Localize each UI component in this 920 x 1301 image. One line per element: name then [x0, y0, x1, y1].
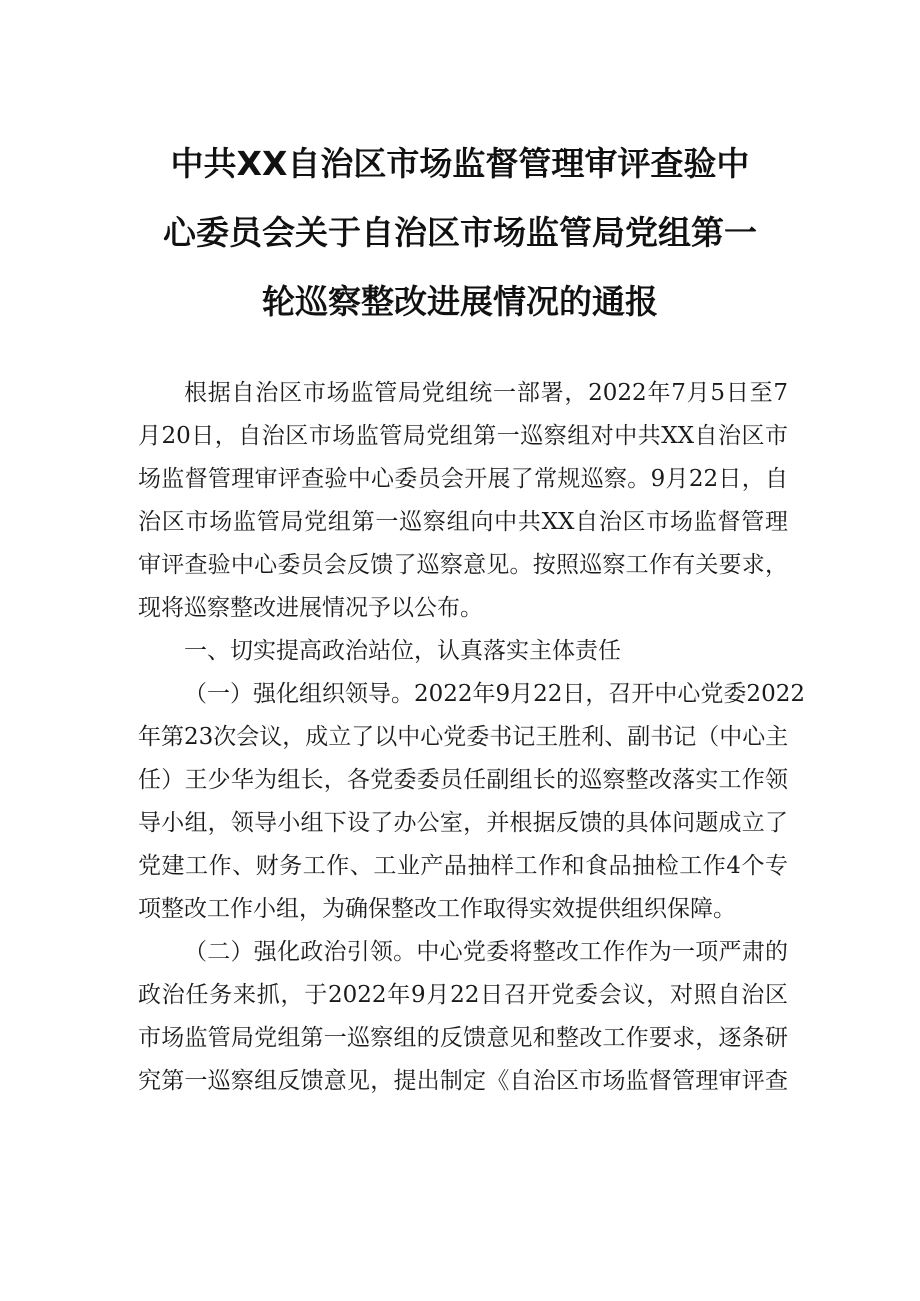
- para-one-line-1: （一）强化组织领导。2022年9月22日，召开中心党委2022: [184, 681, 805, 707]
- document-title-line-1: 中共XX自治区市场监督管理审评查验中: [170, 144, 750, 183]
- intro-line-4: 治区市场监管局党组第一巡察组向中共XX自治区市场监督管理: [138, 509, 788, 535]
- intro-line-3: 场监督管理审评查验中心委员会开展了常规巡察。9月22日，自: [138, 466, 788, 492]
- para-one-line-4: 导小组，领导小组下设了办公室，并根据反馈的具体问题成立了: [138, 810, 788, 836]
- para-one-line-6: 项整改工作小组，为确保整改工作取得实效提供组织保障。: [138, 896, 736, 922]
- para-one-line-3: 任）王少华为组长，各党委委员任副组长的巡察整改落实工作领: [138, 767, 788, 793]
- intro-line-6: 现将巡察整改进展情况予以公布。: [138, 595, 483, 621]
- para-two-line-3: 市场监管局党组第一巡察组的反馈意见和整改工作要求，逐条研: [138, 1025, 788, 1051]
- para-two-line-1: （二）强化政治引领。中心党委将整改工作作为一项严肃的: [184, 939, 788, 965]
- para-one-line-5: 党建工作、财务工作、工业产品抽样工作和食品抽检工作4个专: [138, 853, 788, 879]
- para-two-line-2: 政治任务来抓，于2022年9月22日召开党委会议，对照自治区: [138, 982, 788, 1008]
- section-one-heading: 一、切实提高政治站位，认真落实主体责任: [184, 638, 621, 664]
- intro-line-1: 根据自治区市场监管局党组统一部署，2022年7月5日至7: [184, 380, 788, 406]
- para-two-line-4: 究第一巡察组反馈意见，提出制定《自治区市场监督管理审评查: [138, 1068, 788, 1094]
- para-one-line-2: 年第23次会议，成立了以中心党委书记王胜利、副书记（中心主: [138, 724, 789, 750]
- document-title-line-3: 轮巡察整改进展情况的通报: [262, 282, 658, 321]
- intro-line-2: 月20日，自治区市场监管局党组第一巡察组对中共XX自治区市: [138, 423, 788, 449]
- intro-line-5: 审评查验中心委员会反馈了巡察意见。按照巡察工作有关要求，: [138, 552, 788, 578]
- document-title-line-2: 心委员会关于自治区市场监管局党组第一: [163, 213, 757, 252]
